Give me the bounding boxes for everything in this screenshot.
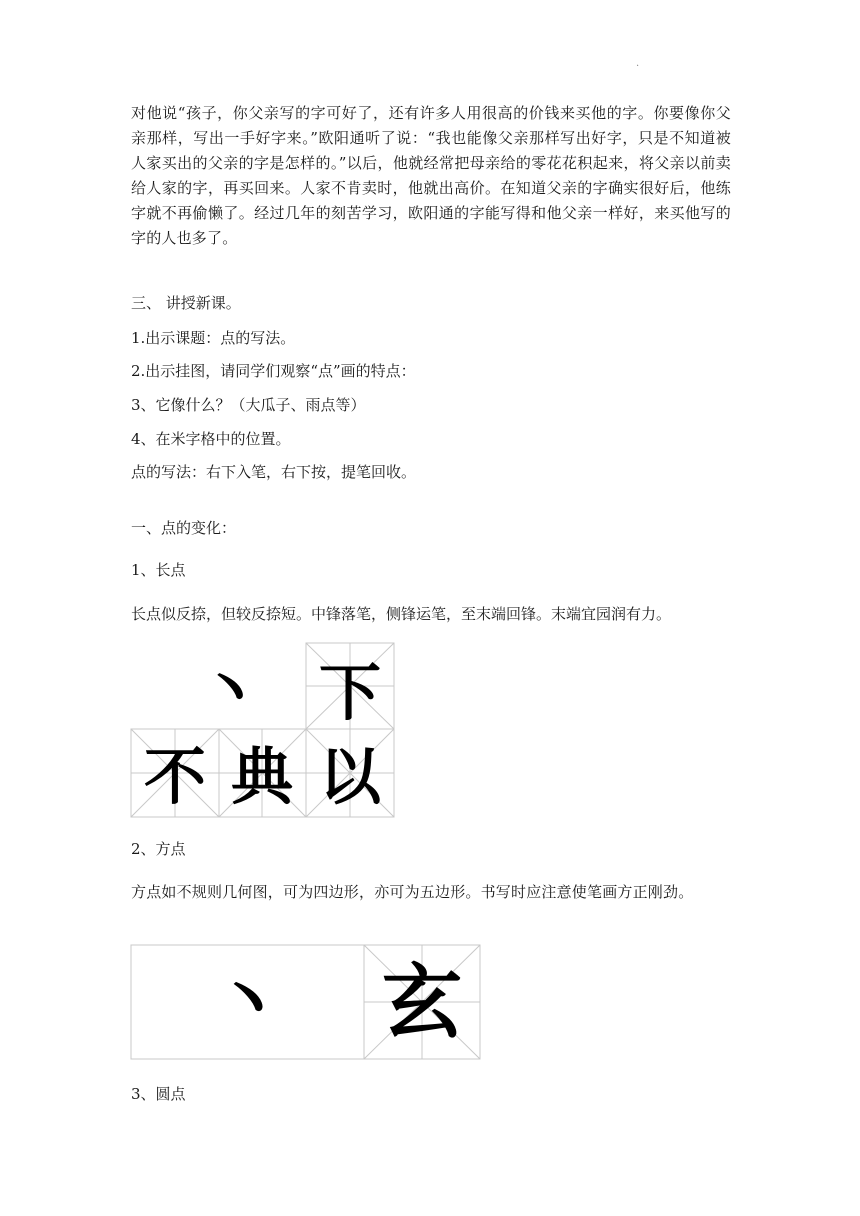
lesson-item-4: 4、在米字格中的位置。 [131, 430, 291, 448]
lesson-heading: 三、 讲授新课。 [131, 294, 241, 312]
calligraphy-char: 丶 [198, 654, 262, 727]
long-dot-title: 1、长点 [131, 561, 186, 579]
square-dot-description: 方点如不规则几何图，可为四边形，亦可为五边形。书写时应注意使笔画方正刚劲。 [131, 883, 694, 901]
variations-heading: 一、点的变化： [131, 519, 237, 537]
long-dot-description: 长点似反捺，但较反捺短。中锋落笔，侧锋运笔，至末端回锋。末端宜园润有力。 [131, 605, 672, 623]
calligraphy-char: 以 [318, 740, 382, 813]
lesson-item-2: 2.出示挂图，请同学们观察“点”画的特点： [131, 362, 416, 380]
calligraphy-char: 玄 [382, 955, 462, 1049]
square-dot-title: 2、方点 [131, 840, 186, 858]
dot-writing-method: 点的写法：右下入笔，右下按，提笔回收。 [131, 463, 417, 481]
calligraphy-char: 典 [230, 740, 294, 813]
header-dot: . [636, 58, 640, 69]
calligraphy-char: 丶 [213, 960, 283, 1043]
square-dot-figure [130, 944, 482, 1060]
calligraphy-char: 不 [143, 740, 207, 813]
lesson-item-1: 1.出示课题：点的写法。 [131, 329, 296, 347]
square-dot-grid [130, 944, 482, 1060]
long-dot-figure [130, 642, 396, 818]
story-paragraph: 对他说“孩子，你父亲写的字可好了，还有许多人用很高的价钱来买他的字。你要像你父亲那样，写出一手好字来。”欧阳通听了说：“我也能像父亲那样写出好字，只是不知道被人家买出的父亲的字是怎样的。”以后，他就经常把母亲给的零花花积起来，将父亲以前卖给人家的字，再买回来。人家不肯卖时，他就出高价。在知道父亲的字确实很好后，他练字就不再偷懒了。经过几年的刻苦学习，欧阳通的字能写得和他父亲一样好，来买他写的字的人也多了。 [131, 104, 731, 247]
long-dot-grid [130, 642, 396, 818]
lesson-item-3: 3、它像什么？（大瓜子、雨点等） [131, 396, 366, 414]
round-dot-title: 3、圆点 [131, 1085, 186, 1103]
calligraphy-char: 下 [318, 656, 382, 729]
